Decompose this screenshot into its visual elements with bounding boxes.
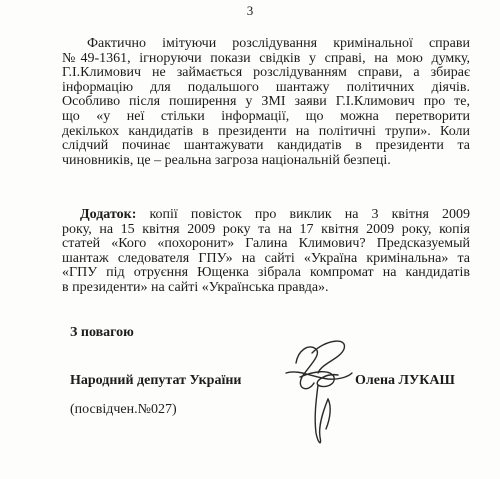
- attachment-first-line: [62, 208, 470, 223]
- paragraph-line: декількох кандидатів в президенти на політичні трупи». Коли: [62, 123, 470, 139]
- attachment-text: копії повісток про виклик на 3 квітня 2009: [136, 207, 470, 222]
- page-number: 3: [246, 3, 254, 18]
- attachment-line: в президенти» на сайті «Українська правда».: [62, 279, 329, 295]
- paragraph-line: Особливо після поширення у ЗМІ заяви Г.І.Климович про те,: [62, 94, 470, 110]
- paragraph-line: слідчий починає шантажувати кандидатів в президенти та: [62, 138, 470, 154]
- handwritten-signature: [278, 333, 360, 453]
- paragraph-line: Фактично імітуючи розслідування кримінальної справи: [87, 36, 470, 51]
- main-paragraph: [62, 37, 470, 168]
- attachment-label: Додаток:: [80, 207, 137, 222]
- closing-regards: З повагою: [70, 325, 134, 340]
- signer-position: Народний депутат України: [70, 373, 242, 388]
- certificate-number: (посвідчен.№027): [70, 402, 177, 417]
- attachment-line: року, на 15 квітня 2009 року та на 17 квітня 2009 року, копія: [62, 221, 470, 237]
- attachment-line: шантаж следователя ГПУ» на сайті «Україна кримінальна» та: [62, 250, 470, 266]
- attachment-line: статей «Кого «похоронит» Галина Климович? Предсказуемый: [62, 236, 470, 252]
- paragraph-line: Г.І.Климович не займається розслідуванням справи, а збирає: [62, 65, 470, 81]
- paragraph-line: №49-1361, ігноруючи покази свідків у справі, на мою думку,: [62, 50, 470, 66]
- paragraph-line: чиновників, це – реальна загроза національній безпеці.: [62, 152, 391, 168]
- attachment-line: «ГПУ під отруєння Ющенка зібрала компромат на кандидатів: [62, 265, 470, 281]
- paragraph-line: що «у неї стільки інформації, що можна перетворити: [62, 108, 470, 124]
- paragraph-line: інформацію для подальшого шантажу політичних діячів.: [62, 79, 470, 95]
- signer-name: Олена ЛУКАШ: [355, 373, 455, 388]
- attachment-paragraph: [62, 208, 470, 296]
